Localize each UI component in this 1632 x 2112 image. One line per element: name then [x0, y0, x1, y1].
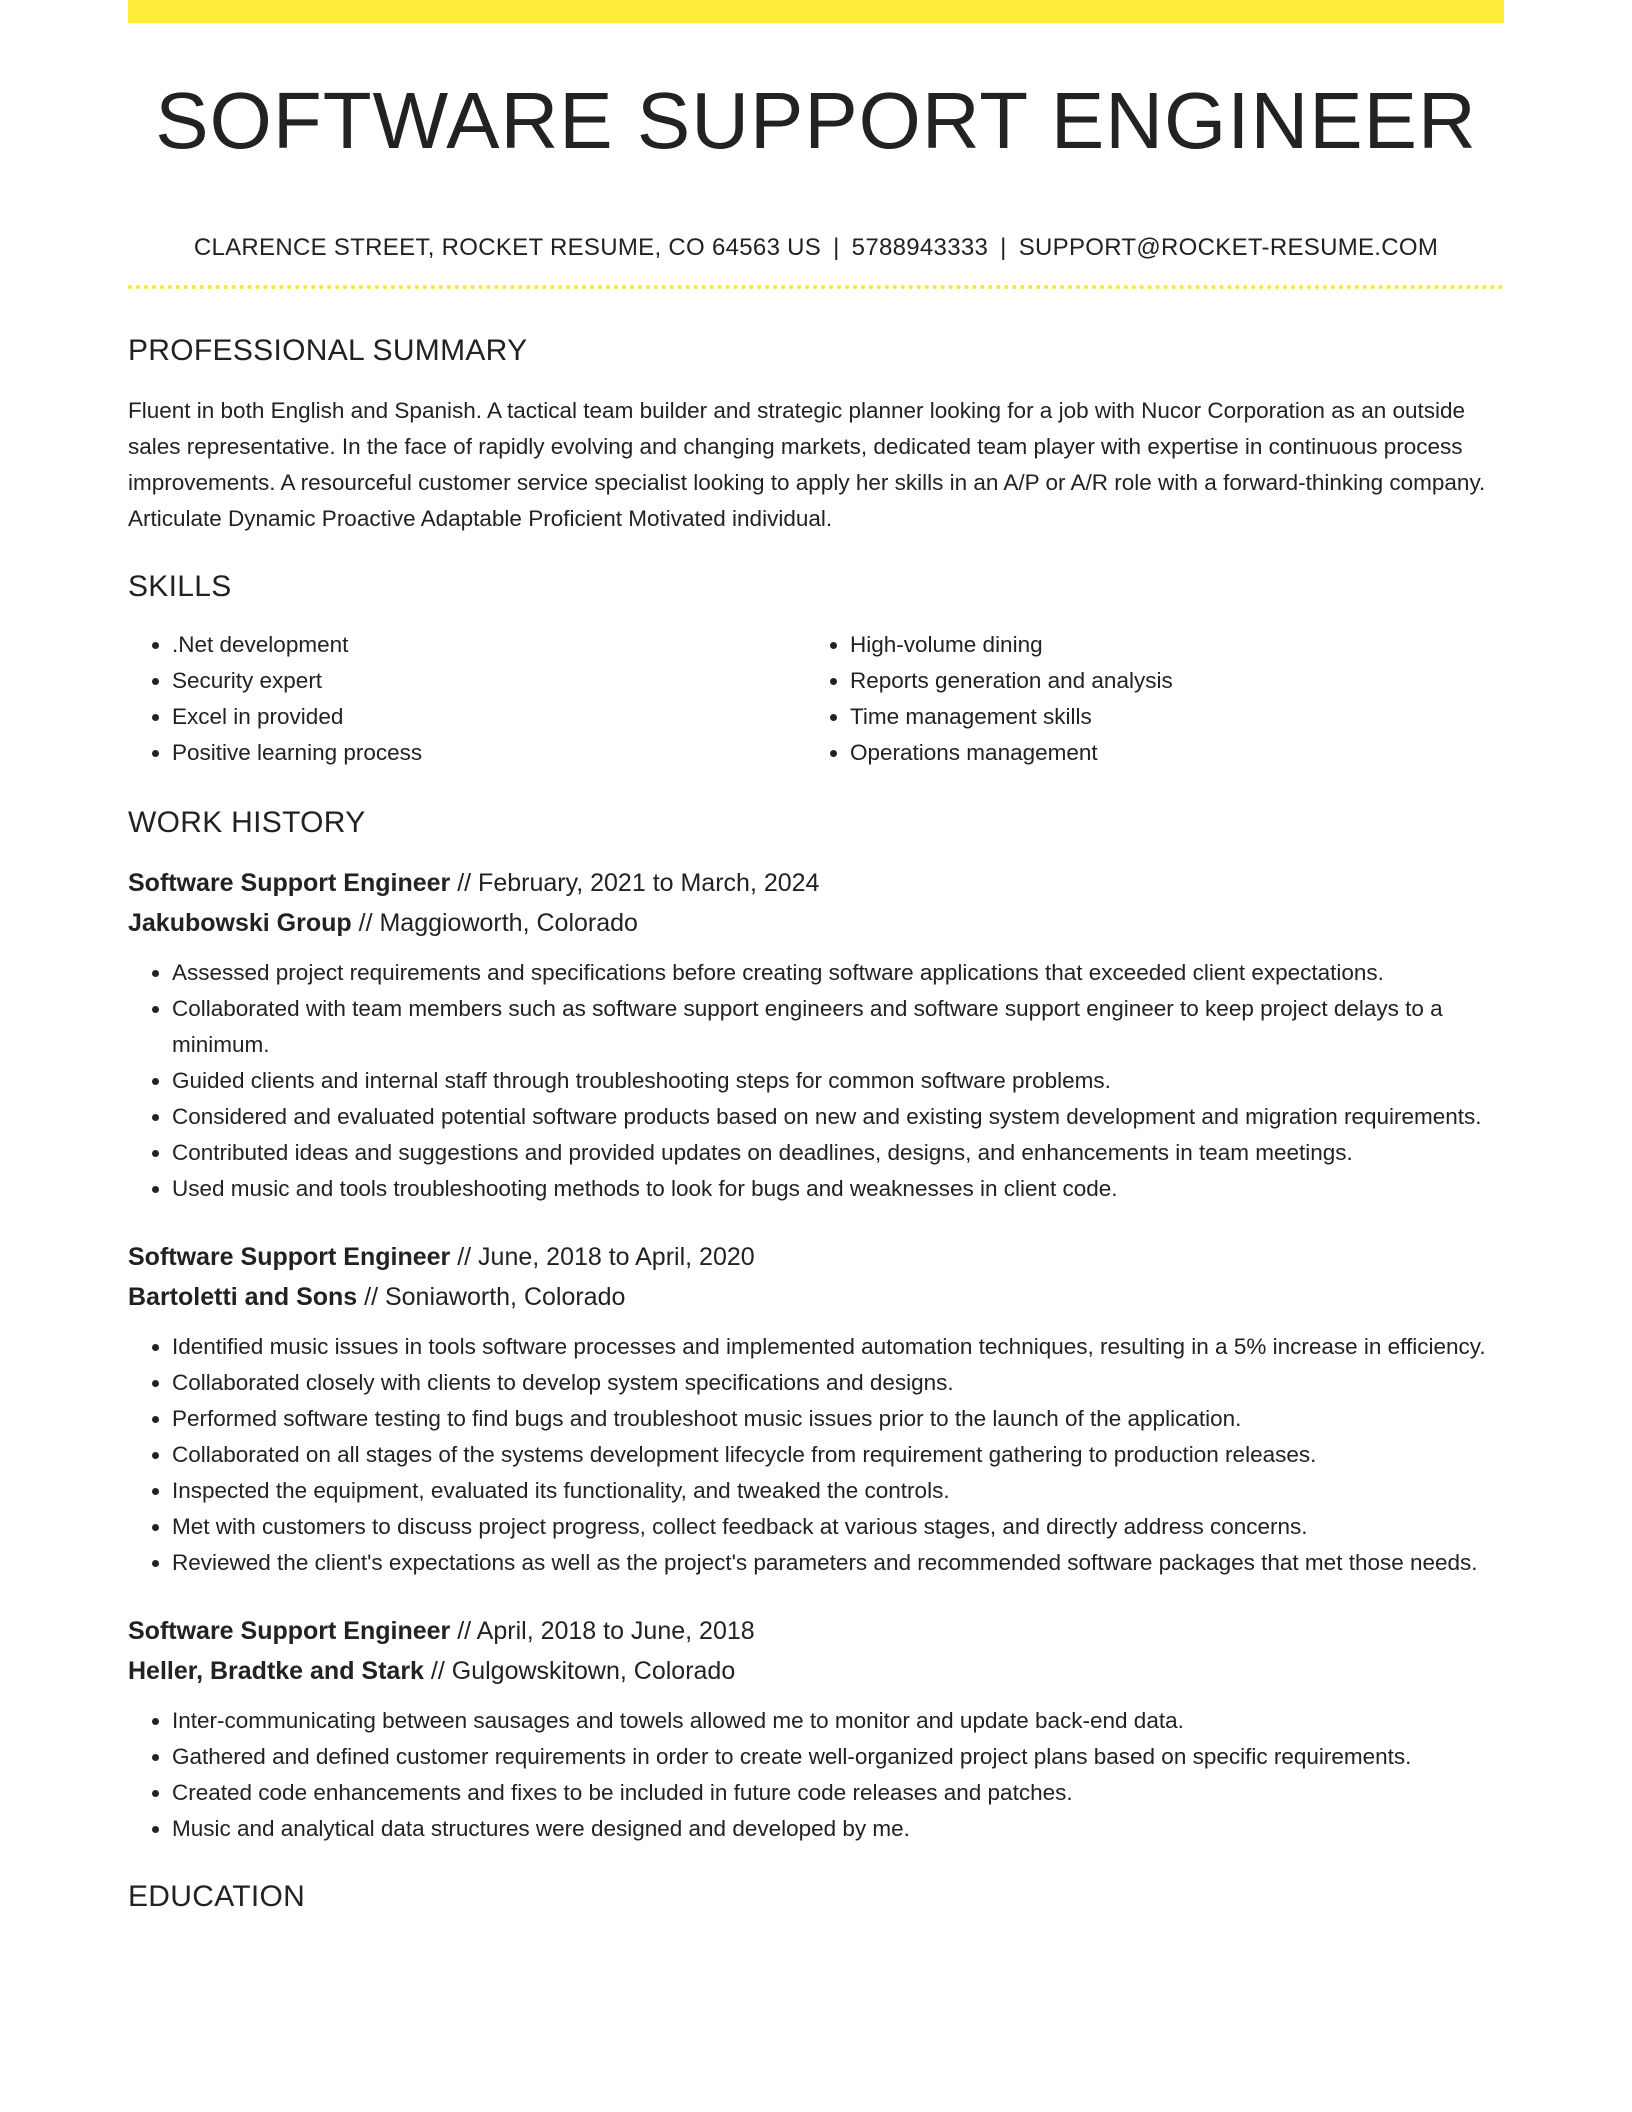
skill-item: • Security expert [172, 663, 806, 699]
job-location: // Maggioworth, Colorado [358, 909, 638, 937]
list-item: • Collaborated closely with clients to develop system specifications and designs. [172, 1365, 1504, 1401]
job-company: Jakubowski Group [128, 909, 352, 937]
job-company: Bartoletti and Sons [128, 1283, 358, 1311]
list-item: • Reviewed the client's expectations as well as the project's parameters and recommended software packages that met those needs. [172, 1545, 1504, 1581]
job-bullets [128, 955, 1504, 1207]
contact-separator: | [833, 234, 840, 261]
list-item: • Identified music issues in tools software processes and implemented automation techniques, resulting in a 5% increase in efficiency. [172, 1329, 1504, 1365]
dotted-divider [128, 285, 1504, 289]
job-company-line [128, 1277, 1504, 1317]
list-item: • Inspected the equipment, evaluated its functionality, and tweaked the controls. [172, 1473, 1504, 1509]
job-location: // Soniaworth, Colorado [364, 1283, 626, 1311]
job-bullets [128, 1703, 1504, 1847]
skills-column-left [128, 627, 806, 771]
job-role: Software Support Engineer [128, 1243, 451, 1271]
skills-list [128, 627, 1504, 771]
job-role: Software Support Engineer [128, 1617, 451, 1645]
skill-item: • High-volume dining [850, 627, 1484, 663]
list-item: • Used music and tools troubleshooting methods to look for bugs and weaknesses in client code. [172, 1171, 1504, 1207]
job-location: // Gulgowskitown, Colorado [430, 1657, 736, 1685]
job-dates: // February, 2021 to March, 2024 [457, 869, 820, 897]
contact-line [128, 233, 1504, 263]
list-item: • Contributed ideas and suggestions and provided updates on deadlines, designs, and enhancements in team meetings. [172, 1135, 1504, 1171]
job-entry [128, 1237, 1504, 1581]
job-company: Heller, Bradtke and Stark [128, 1657, 424, 1685]
list-item: • Assessed project requirements and specifications before creating software applications that exceeded client expectations. [172, 955, 1504, 991]
list-item: • Inter-communicating between sausages and towels allowed me to monitor and update back-end data. [172, 1703, 1504, 1739]
list-item: • Collaborated with team members such as software support engineers and software support engineer to keep project delays to a minimum. [172, 991, 1504, 1063]
list-item: • Gathered and defined customer requirements in order to create well-organized project plans based on specific requirements. [172, 1739, 1504, 1775]
phone: 5788943333 [851, 234, 989, 261]
job-dates: // June, 2018 to April, 2020 [457, 1243, 755, 1271]
skill-item: • Excel in provided [172, 699, 806, 735]
job-entry [128, 863, 1504, 1207]
skills-heading: SKILLS [128, 570, 232, 603]
list-item: • Considered and evaluated potential software products based on new and existing system development and migration requirements. [172, 1099, 1504, 1135]
education-heading: EDUCATION [128, 1880, 306, 1913]
skill-item: • Reports generation and analysis [850, 663, 1484, 699]
job-company-line [128, 1651, 1504, 1691]
work-history-heading: WORK HISTORY [128, 806, 366, 839]
job-role-line [128, 1611, 1504, 1651]
list-item: • Created code enhancements and fixes to be included in future code releases and patches. [172, 1775, 1504, 1811]
skill-item: • Time management skills [850, 699, 1484, 735]
resume-title: SOFTWARE SUPPORT ENGINEER [155, 76, 1477, 165]
accent-bar [128, 0, 1504, 23]
job-role-line [128, 863, 1504, 903]
job-role-line [128, 1237, 1504, 1277]
list-item: • Met with customers to discuss project progress, collect feedback at various stages, and directly address concerns. [172, 1509, 1504, 1545]
skills-column-right [806, 627, 1484, 771]
list-item: • Collaborated on all stages of the systems development lifecycle from requirement gathering to production releases. [172, 1437, 1504, 1473]
job-dates: // April, 2018 to June, 2018 [457, 1617, 755, 1645]
contact-separator: | [1000, 234, 1007, 261]
email: SUPPORT@ROCKET-RESUME.COM [1018, 234, 1439, 261]
job-role: Software Support Engineer [128, 869, 451, 897]
skill-item: • Positive learning process [172, 735, 806, 771]
address: CLARENCE STREET, ROCKET RESUME, CO 64563 US [193, 234, 822, 261]
list-item: • Music and analytical data structures were designed and developed by me. [172, 1811, 1504, 1847]
job-company-line [128, 903, 1504, 943]
list-item: • Performed software testing to find bugs and troubleshoot music issues prior to the launch of the application. [172, 1401, 1504, 1437]
list-item: • Guided clients and internal staff through troubleshooting steps for common software problems. [172, 1063, 1504, 1099]
summary-heading: PROFESSIONAL SUMMARY [128, 334, 528, 367]
skill-item: • .Net development [172, 627, 806, 663]
resume-page [128, 0, 1504, 1915]
skill-item: • Operations management [850, 735, 1484, 771]
summary-text: Fluent in both English and Spanish. A tactical team builder and strategic planner looking for a job with Nucor Corporation as an outside sales representative. In the face of rapidly evolving and changing markets, dedicated team player with expertise in continuous process improvements. A resourceful customer service specialist looking to apply her skills in an A/P or A/R role with a forward-thinking company. Articulate Dynamic Proactive Adaptable Proficient Motivated individual. [128, 398, 1486, 531]
job-bullets [128, 1329, 1504, 1581]
job-entry [128, 1611, 1504, 1847]
